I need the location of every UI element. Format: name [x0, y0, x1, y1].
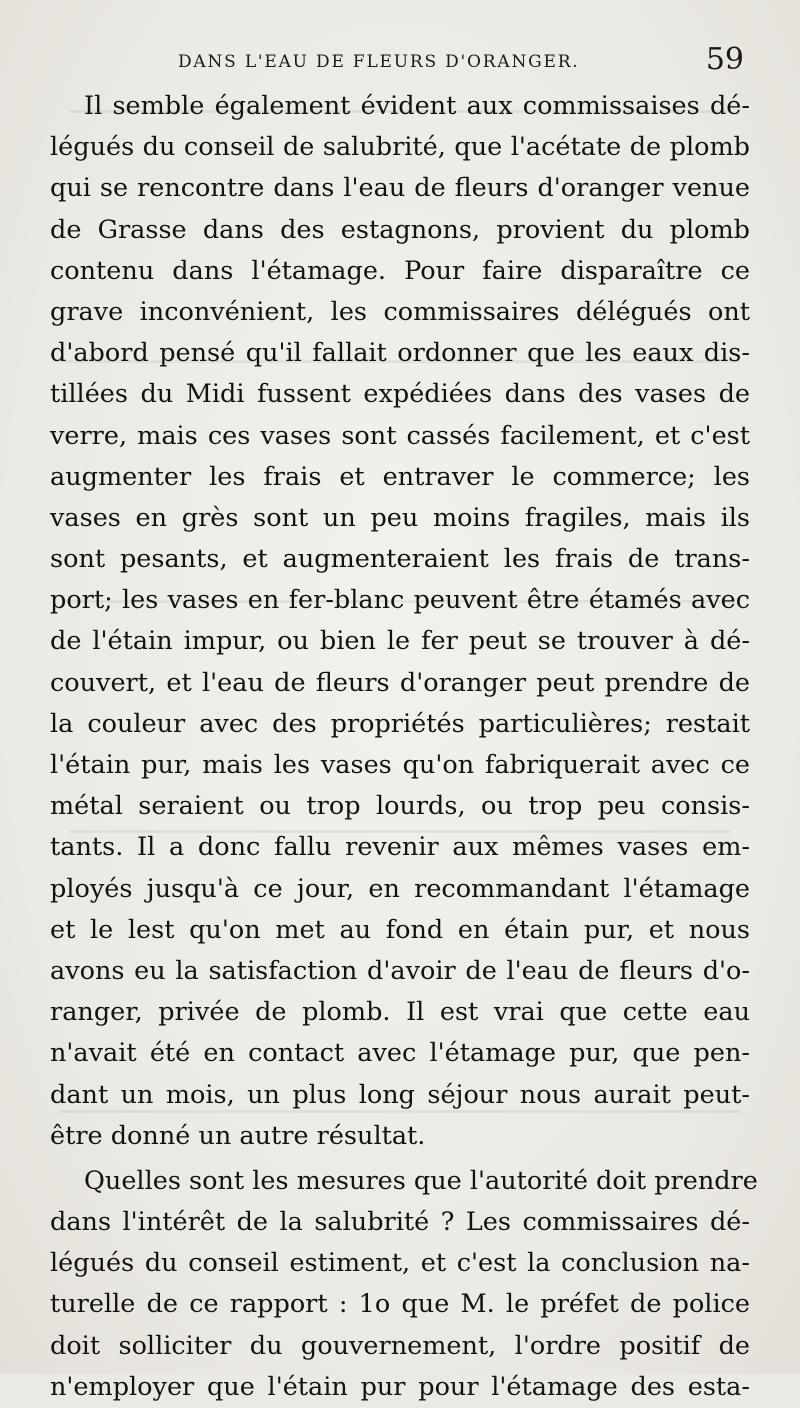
text-line: vases en grès sont un peu moins fragiles, mais ils	[50, 502, 750, 533]
text-line: ployés jusqu'à ce jour, en recommandant l'étamage	[50, 873, 750, 904]
text-line: tants. Il a donc fallu revenir aux mêmes vases em-	[50, 832, 750, 863]
text-line: verre, mais ces vases sont cassés facilement, et c'est	[50, 420, 750, 451]
text-line: tillées du Midi fussent expédiées dans des vases de	[50, 379, 750, 410]
text-line: légués du conseil estiment, et c'est la conclusion na-	[50, 1248, 750, 1279]
text-line: augmenter les frais et entraver le commerce; les	[50, 461, 750, 492]
text-line: ranger, privée de plomb. Il est vrai que cette eau	[50, 997, 750, 1028]
running-head: DANS L'EAU DE FLEURS D'ORANGER.	[178, 52, 580, 72]
text-line: dant un mois, un plus long séjour nous aurait peut-	[50, 1079, 750, 1110]
paragraph-2	[50, 1161, 758, 1408]
text-line: doit solliciter du gouvernement, l'ordre positif de	[50, 1330, 750, 1361]
text-line: l'étain pur, mais les vases qu'on fabriquerait avec ce	[50, 750, 750, 780]
paragraph-1	[50, 86, 750, 1157]
text-line: dans l'intérêt de la salubrité ? Les commissaires dé-	[50, 1207, 750, 1238]
text-line: couvert, et l'eau de fleurs d'oranger peut prendre de	[50, 667, 750, 698]
text-line: n'avait été en contact avec l'étamage pur, que pen-	[50, 1038, 750, 1069]
text-line: turelle de ce rapport : 1o que M. le préfet de police	[50, 1289, 750, 1320]
text-line: la couleur avec des propriétés particulières; restait	[50, 708, 750, 739]
text-line: contenu dans l'étamage. Pour faire disparaître ce	[50, 255, 750, 286]
text-line: port; les vases en fer-blanc peuvent être étamés avec	[50, 585, 750, 616]
text-line: de l'étain impur, ou bien le fer peut se trouver à dé-	[50, 626, 750, 657]
text-line: avons eu la satisfaction d'avoir de l'eau de fleurs d'o-	[50, 955, 750, 986]
text-line: n'employer que l'étain pur pour l'étamage des esta-	[50, 1371, 750, 1402]
text-line: et le lest qu'on met au fond en étain pur, et nous	[50, 914, 750, 945]
text-line: grave inconvénient, les commissaires délégués ont	[50, 296, 750, 327]
text-line: de Grasse dans des estagnons, provient du plomb	[50, 214, 750, 245]
text-line: être donné un autre résultat.	[50, 1120, 426, 1151]
text-line: légués du conseil de salubrité, que l'acétate de plomb	[50, 132, 750, 163]
page-header	[50, 40, 750, 80]
text-line: sont pesants, et augmenteraient les frais de trans-	[50, 544, 750, 575]
page-number: 59	[705, 42, 744, 77]
text-line: Quelles sont les mesures que l'autorité doit prendre	[84, 1165, 758, 1196]
body-text	[50, 86, 758, 1408]
text-line: d'abord pensé qu'il fallait ordonner que les eaux dis-	[50, 338, 750, 369]
text-line: métal seraient ou trop lourds, ou trop peu consis-	[50, 791, 750, 822]
text-line: Il semble également évident aux commissaises dé-	[84, 91, 750, 121]
text-line: qui se rencontre dans l'eau de fleurs d'oranger venue	[50, 173, 750, 204]
